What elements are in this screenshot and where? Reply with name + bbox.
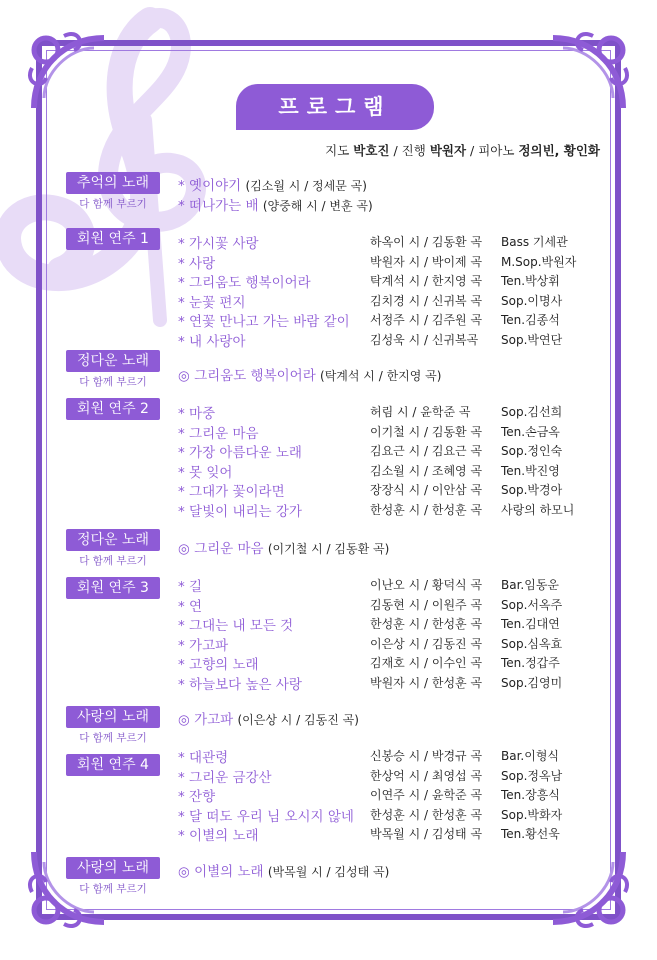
song-poet-composer: 김소월 시 / 조혜영 곡 <box>370 463 483 478</box>
song-title <box>178 291 246 311</box>
song-title-text: * 그리움도 행복이어라 <box>178 275 311 291</box>
song-title <box>178 364 441 384</box>
song-title-text: ◎ 그리운 마음 <box>178 541 264 557</box>
song-title <box>178 194 373 214</box>
song-poet-composer: 이기철 시 / 김동환 곡 <box>370 424 483 439</box>
song-title-text: * 눈꽃 편지 <box>178 294 246 311</box>
song-poet-composer: 한성훈 시 / 한성훈 곡 <box>370 502 483 517</box>
song-title-text: * 가장 아름다운 노래 <box>178 445 302 461</box>
song-title-text: * 이별의 노래 <box>178 828 259 844</box>
song-performer: Sop.정옥남 <box>501 768 563 783</box>
section-label: 정다운 노래 <box>66 529 160 551</box>
song-title-text: * 가시꽃 사랑 <box>178 236 259 252</box>
song-title <box>178 461 232 481</box>
song-poet-composer: 장장식 시 / 이안삼 곡 <box>370 483 483 497</box>
song-performer: M.Sop.박원자 <box>501 254 577 269</box>
song-performer: Bar.이형식 <box>501 749 560 763</box>
song-title-text: * 대관령 <box>178 750 229 766</box>
song-performer: Sop.심옥효 <box>501 636 563 651</box>
song-title <box>178 746 228 766</box>
song-poet-composer: 박목월 시 / 김성태 곡 <box>370 827 483 841</box>
song-title <box>178 673 302 693</box>
song-performer: Ten.황선욱 <box>501 827 560 841</box>
song-title-text: * 달빛이 내리는 강가 <box>178 503 302 520</box>
song-title-text: * 연꽃 만나고 가는 바람 같이 <box>178 314 350 330</box>
song-credit: (양중해 시 / 변훈 곡) <box>262 198 373 213</box>
song-credit: (이기철 시 / 김동환 곡) <box>267 542 390 556</box>
song-performer: Sop.이명사 <box>501 293 563 308</box>
song-title-text: * 그리운 금강산 <box>178 769 272 786</box>
song-title-text: ◎ 그리움도 행복이어라 <box>178 368 316 384</box>
song-title <box>178 766 272 786</box>
song-title <box>178 575 202 595</box>
song-performer: Sop.정인숙 <box>501 444 563 458</box>
song-title <box>178 271 311 291</box>
song-poet-composer: 신봉승 시 / 박경규 곡 <box>370 749 483 763</box>
song-title-text: * 연 <box>178 598 203 615</box>
song-performer: Ten.정갑주 <box>501 656 560 670</box>
song-title-text: * 길 <box>178 579 203 595</box>
section-sublabel: 다 함께 부르기 <box>79 376 147 388</box>
song-title <box>178 653 259 673</box>
song-performer: 사랑의 하모니 <box>501 502 575 517</box>
song-poet-composer: 김성욱 시 / 신귀복곡 <box>370 332 479 347</box>
host-label: 진행 <box>401 143 426 158</box>
corner-ornament-icon <box>543 28 633 118</box>
song-title <box>178 422 259 442</box>
song-poet-composer: 한상억 시 / 최영섭 곡 <box>370 768 483 783</box>
song-performer: Ten.손금옥 <box>501 424 560 439</box>
song-poet-composer: 김치경 시 / 신귀복 곡 <box>370 293 483 308</box>
song-poet-composer: 이은상 시 / 김동진 곡 <box>370 636 483 651</box>
section-label: 사랑의 노래 <box>66 706 160 728</box>
song-title <box>178 824 259 844</box>
song-title-text: * 잔향 <box>178 789 216 805</box>
song-title <box>178 252 215 272</box>
song-title-text: * 고향의 노래 <box>178 657 259 673</box>
host-name: 박원자 <box>429 143 467 158</box>
piano-names: 정의빈, 황인화 <box>518 143 600 158</box>
song-title-text: * 달 떠도 우리 님 오시지 않네 <box>178 808 354 825</box>
song-title <box>178 441 302 461</box>
section-label: 추억의 노래 <box>66 172 160 194</box>
song-title-text: * 내 사랑아 <box>178 333 246 350</box>
song-title-text: * 가고파 <box>178 637 229 654</box>
song-title <box>178 232 259 252</box>
song-poet-composer: 서정주 시 / 김주원 곡 <box>370 313 483 327</box>
song-credit: (김소월 시 / 정세문 곡) <box>245 179 367 193</box>
song-title <box>178 310 350 330</box>
section-sublabel: 다 함께 부르기 <box>79 883 147 895</box>
song-performer: Bar.임동운 <box>501 578 560 592</box>
song-title-text: * 사랑 <box>178 255 216 272</box>
song-poet-composer: 박원자 시 / 박이제 곡 <box>370 254 483 269</box>
section-label: 회원 연주 1 <box>66 228 160 250</box>
section-label: 회원 연주 4 <box>66 754 160 776</box>
song-poet-composer: 김요근 시 / 김요근 곡 <box>370 444 483 458</box>
piano-label: 피아노 <box>478 143 515 158</box>
song-performer: Sop.김선희 <box>501 405 563 419</box>
song-poet-composer: 허림 시 / 윤학준 곡 <box>370 405 471 419</box>
song-title <box>178 860 389 880</box>
song-title-text: ◎ 이별의 노래 <box>178 864 264 880</box>
song-title <box>178 537 389 557</box>
director-label: 지도 <box>325 143 350 158</box>
section-label: 회원 연주 3 <box>66 577 160 599</box>
song-poet-composer: 한성훈 시 / 한성훈 곡 <box>370 807 483 822</box>
song-poet-composer: 박원자 시 / 한성훈 곡 <box>370 675 483 690</box>
song-title <box>178 785 215 805</box>
song-title <box>178 402 215 422</box>
song-credit: (탁계석 시 / 한지영 곡) <box>320 369 442 383</box>
section-sublabel: 다 함께 부르기 <box>79 555 147 567</box>
song-poet-composer: 하옥이 시 / 김동환 곡 <box>370 235 483 249</box>
song-poet-composer: 탁계석 시 / 한지영 곡 <box>370 274 483 288</box>
song-credit: (박목월 시 / 김성태 곡) <box>267 865 390 879</box>
credits-line: 지도 박호진 / 진행 박원자 / 피아노 정의빈, 황인화 <box>325 143 600 158</box>
song-title <box>178 500 302 520</box>
song-performer: Ten.박상휘 <box>501 274 560 288</box>
song-title-text: * 떠나가는 배 <box>178 197 259 214</box>
section-sublabel: 다 함께 부르기 <box>79 198 147 210</box>
song-performer: Sop.박화자 <box>501 807 563 822</box>
song-title-text: ◎ 가고파 <box>178 712 234 728</box>
song-title <box>178 174 367 194</box>
song-performer: Ten.박진영 <box>501 463 560 478</box>
song-performer: Ten.장흥식 <box>501 788 560 802</box>
song-title-text: * 그대는 내 모든 것 <box>178 618 294 634</box>
song-title <box>178 614 293 634</box>
song-poet-composer: 이연주 시 / 윤학준 곡 <box>370 788 483 802</box>
song-title-text: * 옛이야기 <box>178 178 242 194</box>
song-performer: Bass 기세관 <box>501 235 568 249</box>
song-title-text: * 하늘보다 높은 사랑 <box>178 676 302 693</box>
song-title <box>178 595 202 615</box>
section-sublabel: 다 함께 부르기 <box>79 732 147 744</box>
song-poet-composer: 김동현 시 / 이원주 곡 <box>370 597 483 612</box>
song-title-text: * 못 잊어 <box>178 464 233 481</box>
song-poet-composer: 김재호 시 / 이수인 곡 <box>370 656 483 670</box>
song-performer: Sop.박연단 <box>501 332 563 347</box>
song-title <box>178 480 285 500</box>
song-credit: (이은상 시 / 김동진 곡) <box>237 713 359 727</box>
song-title <box>178 805 354 825</box>
song-title-text: * 그리운 마음 <box>178 425 259 442</box>
section-label: 정다운 노래 <box>66 350 160 372</box>
corner-ornament-icon <box>543 842 633 932</box>
corner-ornament-icon <box>24 28 114 118</box>
director-name: 박호진 <box>353 143 390 158</box>
section-label: 사랑의 노래 <box>66 857 160 879</box>
song-poet-composer: 한성훈 시 / 한성훈 곡 <box>370 617 483 631</box>
song-performer: Sop.박경아 <box>501 483 563 497</box>
song-performer: Sop.서옥주 <box>501 597 563 612</box>
song-performer: Ten.김종석 <box>501 313 560 327</box>
song-performer: Ten.김대연 <box>501 617 560 631</box>
song-title-text: * 마중 <box>178 406 216 422</box>
song-title <box>178 330 246 350</box>
song-title <box>178 634 228 654</box>
song-poet-composer: 이난오 시 / 황덕식 곡 <box>370 578 483 592</box>
section-label: 회원 연주 2 <box>66 398 160 420</box>
page-title: 프로그램 <box>278 95 392 119</box>
song-title-text: * 그대가 꽃이라면 <box>178 484 285 500</box>
song-title <box>178 708 359 728</box>
song-performer: Sop.김영미 <box>501 675 563 690</box>
